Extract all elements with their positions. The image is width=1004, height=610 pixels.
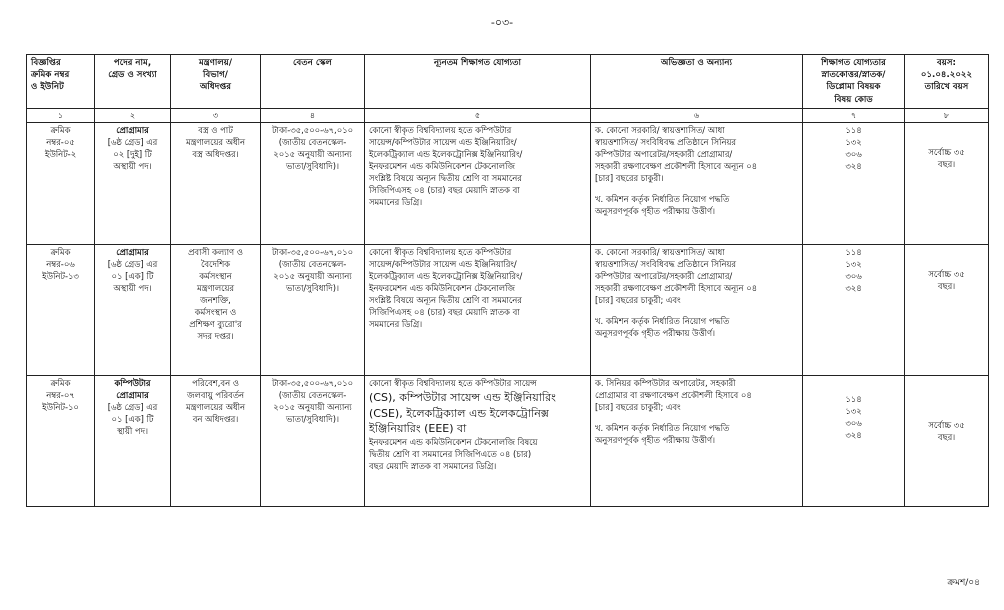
column-number: ১ <box>27 108 95 122</box>
education-line: কোনো স্বীকৃত বিশ্ববিদ্যালয় হতে কম্পিউটার <box>369 247 512 258</box>
serial-line: নম্বর-০৬ <box>46 259 75 270</box>
column-number: ৮ <box>905 108 989 122</box>
education-line: ইনফরমেশন এন্ড কমিউনিকেশন টেকনোলজি বিষয়ে <box>369 436 538 447</box>
header-line: বিষয় কোড <box>834 94 873 105</box>
serial-line: ইউনিট-২ <box>44 149 77 160</box>
experience-line: [চার] বছরের চাকুরী; এবং <box>595 402 681 413</box>
experience-line: [চার] বছরের চাকুরী; এবং <box>595 294 681 305</box>
serial-line: ইউনিট-১৩ <box>42 271 79 282</box>
education-line: সমমানের ডিগ্রি। <box>369 196 423 207</box>
header-line: অভিজ্ঞতা ও অন্যান্য <box>661 58 732 68</box>
education-line: কোনো স্বীকৃত বিশ্ববিদ্যালয় হতে কম্পিউটার <box>369 125 512 136</box>
recruitment-table <box>26 54 989 507</box>
header-age <box>905 55 989 109</box>
header-serial <box>27 55 95 109</box>
header-line: স্নাতকোত্তর/স্নাতক/ <box>821 70 886 81</box>
education-line: কোনো স্বীকৃত বিশ্ববিদ্যালয় হতে কম্পিউটার সায়েন্স <box>369 378 537 389</box>
pay-line: টাকা-৩৫,৫০০-৬৭,০১০ <box>271 247 354 258</box>
pay-line: টাকা-৩৫,৫০০-৬৭,০১০ <box>271 125 354 136</box>
age-line: বছর। <box>937 281 956 292</box>
experience-cell <box>591 376 803 507</box>
post-line: ০১ [এক] টি <box>111 413 154 424</box>
header-line: ডিপ্লোমা বিষয়ক <box>826 82 881 93</box>
subject-code: ১৩২ <box>845 406 862 417</box>
subject-code: ৩২৪ <box>845 160 862 171</box>
header-education <box>365 55 591 109</box>
pay-line: ২০১৫ অনুযায়ী অন্যান্য <box>273 271 352 282</box>
education-line: সায়েন্স/কম্পিউটার সায়েন্স এন্ড ইঞ্জিনিয়ারিং/ <box>369 137 517 148</box>
ministry-line: কর্মসংস্থান ও <box>194 306 237 317</box>
subject-code: ৩০৬ <box>845 149 862 160</box>
post-line: [৬ষ্ঠ গ্রেড] এর <box>107 137 158 148</box>
subject-code: ৩০৬ <box>845 271 862 282</box>
column-number: ২ <box>95 108 171 122</box>
pay-cell <box>261 123 365 245</box>
subject-code: ১১৪ <box>845 394 862 405</box>
page-number: -০৩- <box>490 16 514 29</box>
pay-line: ২০১৫ অনুযায়ী অন্যান্য <box>273 402 352 413</box>
subject-code-cell <box>803 245 905 376</box>
header-line: মন্ত্রণালয়/ <box>198 58 233 68</box>
education-cell <box>365 245 591 376</box>
age-line: সর্বোচ্চ ৩৫ <box>928 269 965 280</box>
header-pay-scale <box>261 55 365 109</box>
education-line: ইঞ্জিনিয়ারিং (EEE) বা <box>369 422 467 436</box>
header-line: বেতন স্কেল <box>293 58 332 68</box>
post-cell <box>95 245 171 376</box>
education-line: ইনফরমেশন এন্ড কমিউনিকেশন টেকনোলজি <box>369 282 515 293</box>
experience-line: অনুসরণপূর্বক গৃহীত পরীক্ষায় উত্তীর্ণ। <box>595 327 716 338</box>
subject-code: ৩০৬ <box>845 418 862 429</box>
header-line: বিজ্ঞপ্তির <box>31 58 61 68</box>
header-line: বয়স: <box>937 58 956 68</box>
pay-cell <box>261 376 365 507</box>
post-line: স্থায়ী পদ। <box>116 425 149 436</box>
header-line: শিক্ষাগত যোগ্যতার <box>821 58 886 68</box>
column-number-row <box>27 108 989 122</box>
experience-line: ক. কোনো সরকারি/ স্বায়ত্তশাসিত/ আধা <box>595 247 725 258</box>
table-row <box>27 123 989 245</box>
post-title: প্রোগ্রামার <box>116 247 149 258</box>
education-line: বছর মেয়াদি স্নাতক বা সমমানের ডিগ্রি। <box>369 460 497 471</box>
serial-cell <box>27 376 95 507</box>
experience-line: [চার] বছরের চাকুরী। <box>595 172 664 183</box>
experience-line: খ. কমিশন কর্তৃক নির্ধারিত নিয়োগ পদ্ধতি <box>595 193 730 204</box>
header-line: ও ইউনিট <box>31 82 64 93</box>
table-row <box>27 376 989 507</box>
experience-line: কম্পিউটার অপারেটর/সহকারী প্রোগ্রামার/ <box>595 271 733 282</box>
subject-code-cell <box>803 123 905 245</box>
age-line: বছর। <box>937 432 956 443</box>
experience-line: সহকারী রক্ষণাবেক্ষণ প্রকৌশলী হিসাবে অন্যূন ০৪ <box>595 160 758 171</box>
ministry-line: মন্ত্রণালয়ের <box>196 282 235 293</box>
post-line: [৬ষ্ঠ গ্রেড] এর <box>107 402 158 413</box>
ministry-line: পরিবেশ,বন ও <box>192 378 239 389</box>
ministry-line: জলবায়ু পরিবর্তন <box>186 390 245 401</box>
header-subject-code <box>803 55 905 109</box>
column-number: ৬ <box>591 108 803 122</box>
ministry-cell <box>171 245 261 376</box>
subject-code-cell <box>803 376 905 507</box>
serial-cell <box>27 123 95 245</box>
experience-line: অনুসরণপূর্বক গৃহীত পরীক্ষায় উত্তীর্ণ। <box>595 434 716 445</box>
age-line: বছর। <box>937 159 956 170</box>
ministry-line: বৈদেশিক <box>200 259 231 270</box>
age-line: সর্বোচ্চ ৩৫ <box>928 147 965 158</box>
post-title: কম্পিউটার প্রোগ্রামার <box>114 378 151 401</box>
pay-line: (জাতীয় বেতনস্কেল- <box>278 390 347 401</box>
age-cell <box>905 123 989 245</box>
continued-note: ক্রমশ/০৪ <box>947 578 980 588</box>
post-line: অস্থায়ী পদ। <box>113 160 152 171</box>
header-line: অধিদপ্তর <box>199 82 232 93</box>
pay-cell <box>261 245 365 376</box>
pay-line: ভাতা/সুবিধাদি)। <box>286 160 339 171</box>
pay-line: ২০১৫ অনুযায়ী অন্যান্য <box>273 149 352 160</box>
experience-line: স্বায়ত্তশাসিত/ সংবিধিবদ্ধ প্রতিষ্ঠানে সিনিয়র <box>595 137 736 148</box>
education-line: ইলেকট্রিক্যাল এন্ড ইলেকট্রোনিক্স ইঞ্জিনিয়ারিং/ <box>369 149 523 160</box>
experience-line: প্রোগ্রামার বা রক্ষণাবেক্ষণ প্রকৌশলী হিসাবে ০৪ <box>595 390 752 401</box>
header-experience <box>591 55 803 109</box>
education-line: ইলেকট্রিক্যাল এন্ড ইলেকট্রোনিক্স ইঞ্জিনিয়ারিং/ <box>369 271 523 282</box>
ministry-line: জনশক্তি, <box>200 294 231 305</box>
spacer <box>595 185 798 194</box>
ministry-line: কর্মসংস্থান <box>199 271 232 282</box>
experience-line: ক. কোনো সরকারি/ স্বায়ত্তশাসিত/ আধা <box>595 125 725 136</box>
experience-line: স্বায়ত্তশাসিত/ সংবিধিবদ্ধ প্রতিষ্ঠানে সিনিয়র <box>595 259 736 270</box>
post-line: ০১ [এক] টি <box>111 271 154 282</box>
experience-cell <box>591 123 803 245</box>
header-line: ০১.০৪.২০২২ <box>920 70 973 81</box>
education-cell <box>365 123 591 245</box>
pay-line: ভাতা/সুবিধাদি)। <box>286 413 339 424</box>
serial-line: ক্রমিক <box>50 125 71 136</box>
table-row <box>27 245 989 376</box>
serial-line: ক্রমিক <box>50 247 71 258</box>
header-line: গ্রেড ও সংখ্যা <box>108 70 157 81</box>
header-line: তারিখে বয়স <box>924 82 969 93</box>
post-cell <box>95 376 171 507</box>
spacer <box>595 414 798 423</box>
serial-line: নম্বর-০৭ <box>46 390 75 401</box>
header-row <box>27 55 989 109</box>
education-line: ইনফরমেশন এন্ড কমিউনিকেশন টেকনোলজি <box>369 160 515 171</box>
education-line: (CSE), ইলেকট্রিক্যাল এন্ড ইলেকট্রোনিক্স <box>369 406 549 420</box>
ministry-line: বস্ত্র অধিদপ্তর। <box>192 149 239 160</box>
subject-code: ১১৪ <box>845 247 862 258</box>
ministry-line: প্রবাসী কল্যাণ ও <box>188 247 243 258</box>
ministry-line: বস্ত্র ও পাট <box>198 125 233 136</box>
age-cell <box>905 376 989 507</box>
spacer <box>595 307 798 316</box>
ministry-line: মন্ত্রণালয়ের অধীন <box>185 137 246 148</box>
subject-code: ১৩২ <box>845 137 862 148</box>
age-cell <box>905 245 989 376</box>
experience-line: খ. কমিশন কর্তৃক নির্ধারিত নিয়োগ পদ্ধতি <box>595 315 730 326</box>
post-line: [৬ষ্ঠ গ্রেড] এর <box>107 259 158 270</box>
header-line: পদের নাম, <box>113 58 152 68</box>
post-cell <box>95 123 171 245</box>
education-line: সিজিপিএসহ ০৪ (চার) বছর মেয়াদি স্নাতক বা <box>369 306 520 317</box>
column-number: ৩ <box>171 108 261 122</box>
subject-code: ১৩২ <box>845 259 862 270</box>
column-number: ৪ <box>261 108 365 122</box>
education-line: সিজিপিএসহ ০৪ (চার) বছর মেয়াদি স্নাতক বা <box>369 184 520 195</box>
column-number: ৫ <box>365 108 591 122</box>
education-line: দ্বিতীয় শ্রেণি বা সমমানের সিজিপিএতে ০৪ (চার) <box>369 448 532 459</box>
ministry-line: সদর দপ্তর। <box>197 330 234 341</box>
pay-line: (জাতীয় বেতনস্কেল- <box>278 259 347 270</box>
header-line: ন্যূনতম শিক্ষাগত যোগ্যতা <box>433 58 522 68</box>
column-number: ৭ <box>803 108 905 122</box>
subject-code: ৩২৪ <box>845 429 862 440</box>
header-line: ক্রমিক নম্বর <box>31 70 70 81</box>
serial-line: ইউনিট-১০ <box>42 402 79 413</box>
post-title: প্রোগ্রামার <box>116 125 149 136</box>
header-ministry <box>171 55 261 109</box>
pay-line: ভাতা/সুবিধাদি)। <box>286 282 339 293</box>
age-line: সর্বোচ্চ ৩৫ <box>928 420 965 431</box>
education-line: (CS), কম্পিউটার সায়েন্স এন্ড ইঞ্জিনিয়ারিং <box>369 391 556 405</box>
education-line: সংশ্লিষ্ট বিষয়ে অন্যূন দ্বিতীয় শ্রেণি বা সমমানের <box>369 172 522 183</box>
ministry-line: প্রশিক্ষণ ব্যুরো'র <box>189 318 242 329</box>
post-line: অস্থায়ী পদ। <box>113 282 152 293</box>
subject-code: ১১৪ <box>845 125 862 136</box>
serial-line: ক্রমিক <box>50 378 71 389</box>
serial-line: নম্বর-০৫ <box>46 137 75 148</box>
experience-line: কম্পিউটার অপারেটর/সহকারী প্রোগ্রামার/ <box>595 149 733 160</box>
ministry-cell <box>171 123 261 245</box>
experience-cell <box>591 245 803 376</box>
experience-line: ক. সিনিয়র কম্পিউটার অপারেটর, সহকারী <box>595 378 736 389</box>
post-line: ০২ [দুই] টি <box>113 149 152 160</box>
header-line: বিভাগ/ <box>203 70 228 81</box>
pay-line: (জাতীয় বেতনস্কেল- <box>278 137 347 148</box>
serial-cell <box>27 245 95 376</box>
ministry-cell <box>171 376 261 507</box>
header-post <box>95 55 171 109</box>
education-line: সমমানের ডিগ্রি। <box>369 318 423 329</box>
pay-line: টাকা-৩৫,৫০০-৬৭,০১০ <box>271 378 354 389</box>
ministry-line: মন্ত্রণালয়ের অধীন <box>185 402 246 413</box>
education-line: সংশ্লিষ্ট বিষয়ে অন্যূন দ্বিতীয় শ্রেণি বা সমমানের <box>369 294 522 305</box>
experience-line: খ. কমিশন কর্তৃক নির্ধারিত নিয়োগ পদ্ধতি <box>595 422 730 433</box>
education-cell <box>365 376 591 507</box>
education-line: সায়েন্স/কম্পিউটার সায়েন্স এন্ড ইঞ্জিনিয়ারিং/ <box>369 259 517 270</box>
subject-code: ৩২৪ <box>845 282 862 293</box>
ministry-line: বন অধিদপ্তর। <box>192 413 239 424</box>
experience-line: অনুসরণপূর্বক গৃহীত পরীক্ষায় উত্তীর্ণ। <box>595 205 716 216</box>
experience-line: সহকারী রক্ষণাবেক্ষণ প্রকৌশলী হিসাবে অন্যূন ০৪ <box>595 282 758 293</box>
